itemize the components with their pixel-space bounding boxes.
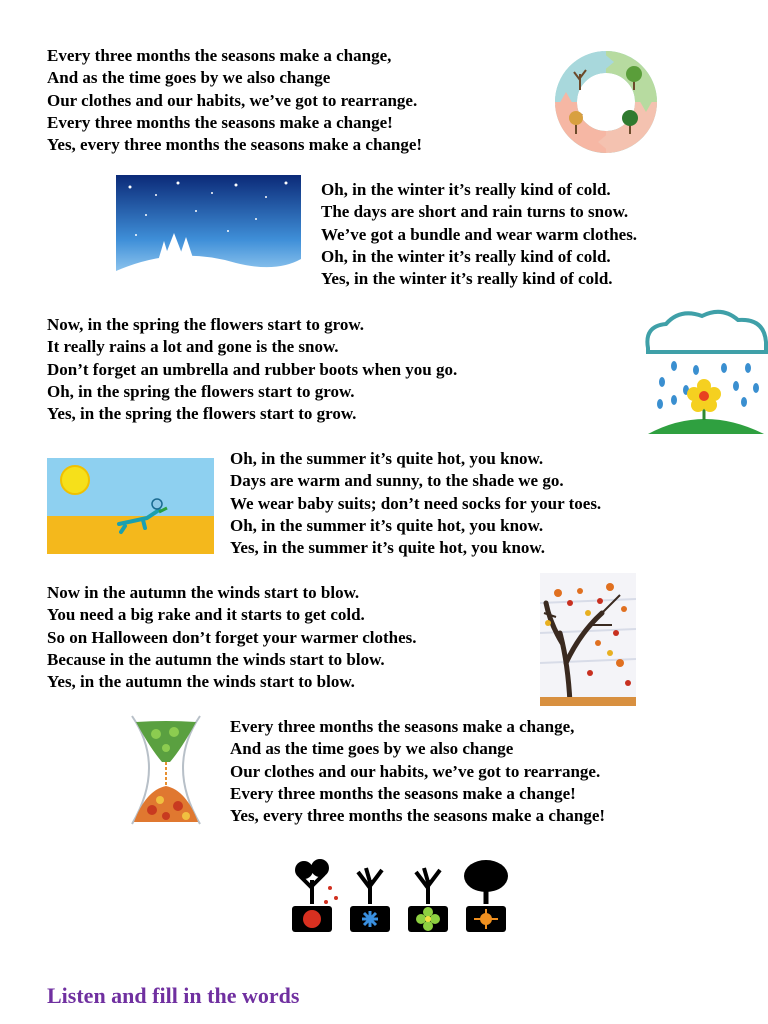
lyric-line: Yes, in the spring the flowers start to grow. [47,404,357,424]
summer-image [47,458,214,554]
lyric-line: Every three months the seasons make a change, [230,717,575,736]
lyric-line: Oh, in the summer it’s quite hot, you know. [230,449,544,468]
lyric-line: And as the time goes by we also change [47,68,331,88]
lyric-line: Now in the autumn the winds start to blow. [47,583,360,602]
lyric-line: So on Halloween don’t forget your warmer clothes. [47,627,417,647]
lyric-line: Every three months the seasons make a change, [47,46,392,65]
lyric-line: And as the time goes by we also change [230,739,514,759]
stanza-chorus-final [230,716,605,827]
stanza-spring [47,314,457,425]
lyric-line: Oh, in the summer it’s quite hot, you know. [230,515,544,535]
stanza-chorus [47,45,422,156]
four-seasons-trees-image [280,858,512,934]
lyric-line: It really rains a lot and gone is the snow. [47,337,339,357]
stanza-autumn [47,582,417,693]
lyric-line: Yes, in the summer it’s quite hot, you know. [230,538,546,558]
lyric-line: We wear baby suits; don’t need socks for your toes. [230,493,602,513]
lyric-line: Days are warm and sunny, to the shade we go. [230,471,564,491]
lyric-line: Now, in the spring the flowers start to grow. [47,315,364,334]
lyric-line: Don’t forget an umbrella and rubber boots when you go. [47,359,458,379]
lyric-line: Every three months the seasons make a change! [230,783,576,803]
hourglass-image [126,714,206,826]
lyric-line: Oh, in the winter it’s really kind of cold. [321,180,611,199]
stanza-winter [321,179,637,290]
lyric-line: Oh, in the spring the flowers start to grow. [47,381,355,401]
season-cycle-image [550,50,662,154]
lyric-line: You need a big rake and it starts to get cold. [47,605,365,625]
exercise-heading: Listen and fill in the words [47,983,300,1008]
stanza-summer [230,448,601,559]
lyric-line: Oh, in the winter it’s really kind of cold. [321,246,611,266]
lyric-line: Because in the autumn the winds start to blow. [47,649,385,669]
lyric-line: The days are short and rain turns to snow. [321,202,629,222]
spring-image [640,308,768,434]
autumn-image [540,573,636,706]
lyric-line: Yes, every three months the seasons make a change! [230,806,606,826]
lyric-line: Yes, every three months the seasons make a change! [47,135,423,155]
lyric-line: Yes, in the winter it’s really kind of cold. [321,269,613,289]
lyric-line: Our clothes and our habits, we’ve got to rearrange. [230,761,601,781]
lyric-line: Our clothes and our habits, we’ve got to rearrange. [47,90,418,110]
lyric-line: We’ve got a bundle and wear warm clothes. [321,224,638,244]
winter-image [116,175,301,283]
lyric-line: Yes, in the autumn the winds start to blow. [47,672,355,692]
lyric-line: Every three months the seasons make a change! [47,112,393,132]
